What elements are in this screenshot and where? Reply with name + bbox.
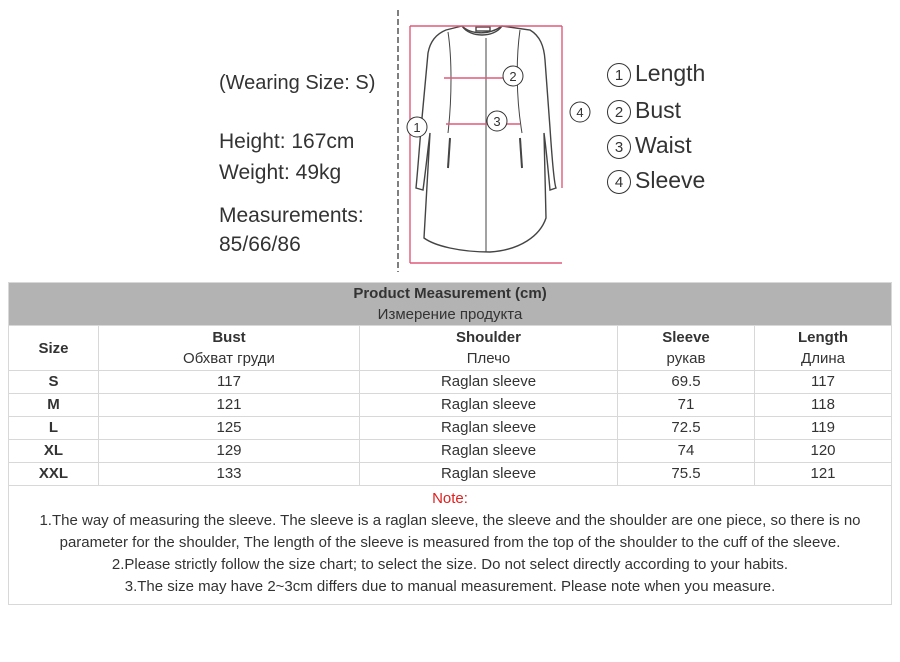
marker-2 [503, 66, 523, 86]
cell-length: 117 [755, 371, 892, 394]
cell-size: XXL [9, 463, 99, 486]
svg-text:3: 3 [493, 114, 501, 129]
cell-length: 120 [755, 440, 892, 463]
header-bust: Bust Обхват груди [99, 326, 360, 371]
measurements-label: Measurements: [219, 204, 364, 227]
table-row [9, 440, 892, 463]
cell-bust: 121 [99, 394, 360, 417]
coat-diagram [390, 8, 600, 274]
legend-item-bust [607, 97, 681, 124]
header-size: Size [9, 326, 99, 371]
note-line-1: 1.The way of measuring the sleeve. The sleeve is a raglan sleeve, the sleeve and the shoulder are one piece, so there is no parameter for the shoulder, The length of the sleeve is measured from the top of the shoulder to the cuff of the sleeve. [39, 512, 861, 551]
cell-size: L [9, 417, 99, 440]
marker-4 [570, 102, 590, 122]
note-line-2: 2.Please strictly follow the size chart; to select the size. Do not select directly according to your habits. [111, 556, 789, 573]
legend-item-sleeve [607, 167, 705, 194]
model-weight: Weight: 49kg [219, 161, 342, 184]
coat-outline [416, 26, 556, 252]
cell-shoulder: Raglan sleeve [360, 371, 618, 394]
note-title: Note: [432, 490, 468, 507]
wearing-size: (Wearing Size: S) [219, 72, 376, 94]
cell-sleeve: 72.5 [618, 417, 755, 440]
legend-number: 4 [607, 170, 631, 194]
legend-number: 1 [607, 63, 631, 87]
measurements-value: 85/66/86 [219, 233, 301, 256]
cell-bust: 129 [99, 440, 360, 463]
table-row [9, 394, 892, 417]
cell-sleeve: 75.5 [618, 463, 755, 486]
legend-number: 3 [607, 135, 631, 159]
table-header-row [9, 326, 892, 371]
cell-bust: 117 [99, 371, 360, 394]
legend-number: 2 [607, 100, 631, 124]
legend-label: Waist [635, 132, 692, 158]
cell-shoulder: Raglan sleeve [360, 463, 618, 486]
table-row [9, 463, 892, 486]
header-sleeve: Sleeve рукав [618, 326, 755, 371]
cell-length: 119 [755, 417, 892, 440]
note-block [9, 486, 892, 605]
table-row [9, 371, 892, 394]
cell-length: 121 [755, 463, 892, 486]
legend-item-waist [607, 132, 692, 159]
table-title-row [9, 283, 892, 326]
marker-1 [407, 117, 427, 137]
note-row [9, 486, 892, 605]
cell-shoulder: Raglan sleeve [360, 440, 618, 463]
cell-sleeve: 74 [618, 440, 755, 463]
marker-3 [487, 111, 507, 131]
table-title-ru: Измерение продукта [377, 306, 523, 323]
model-height: Height: 167cm [219, 130, 355, 153]
legend-item-length [607, 60, 705, 87]
cell-size: M [9, 394, 99, 417]
legend-label: Bust [635, 97, 682, 123]
size-table [8, 282, 892, 605]
cell-shoulder: Raglan sleeve [360, 394, 618, 417]
header-shoulder: Shoulder Плечо [360, 326, 618, 371]
svg-text:2: 2 [509, 69, 517, 84]
header-length: Length Длина [755, 326, 892, 371]
cell-sleeve: 71 [618, 394, 755, 417]
legend-label: Length [635, 60, 706, 86]
cell-bust: 133 [99, 463, 360, 486]
table-row [9, 417, 892, 440]
cell-shoulder: Raglan sleeve [360, 417, 618, 440]
cell-bust: 125 [99, 417, 360, 440]
svg-text:1: 1 [413, 120, 421, 135]
note-line-3: 3.The size may have 2~3cm differs due to manual measurement. Please note when you measure. [124, 578, 776, 595]
legend-label: Sleeve [635, 167, 706, 193]
cell-sleeve: 69.5 [618, 371, 755, 394]
cell-size: XL [9, 440, 99, 463]
svg-text:4: 4 [576, 105, 584, 120]
cell-length: 118 [755, 394, 892, 417]
cell-size: S [9, 371, 99, 394]
table-title: Product Measurement (cm) [353, 285, 547, 302]
